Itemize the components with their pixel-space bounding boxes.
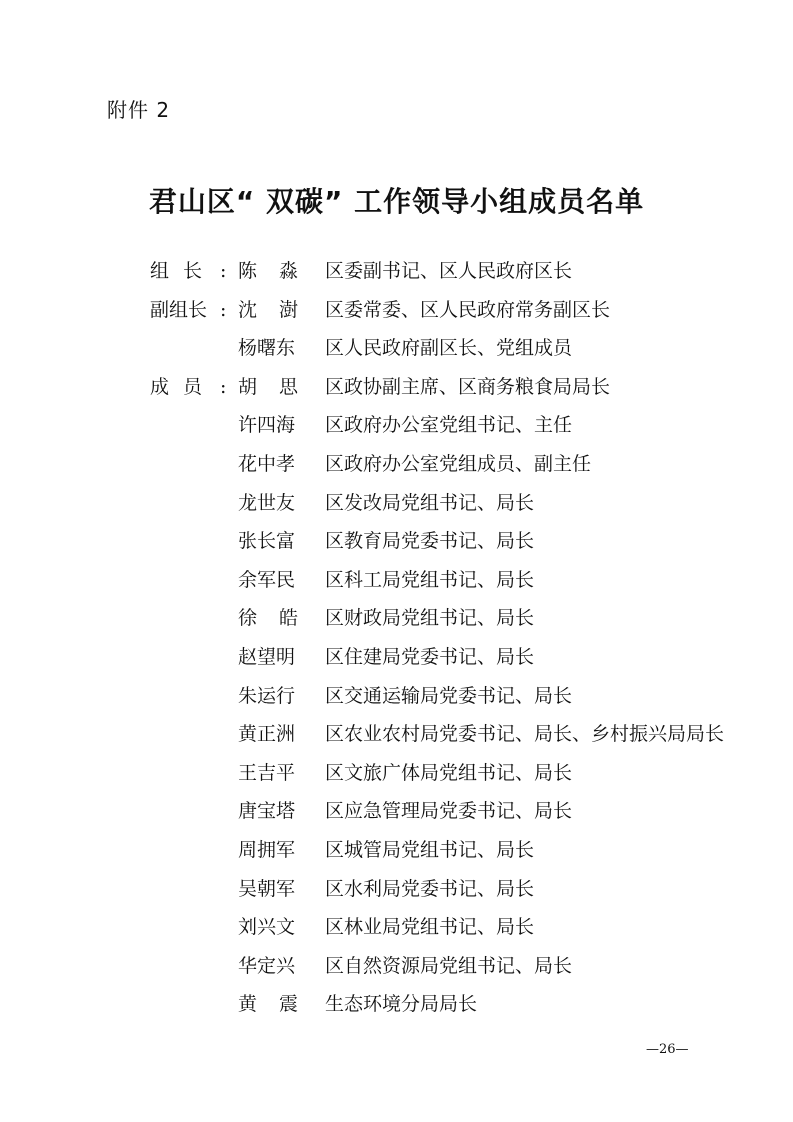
role-colon: : bbox=[220, 260, 227, 282]
member-duty: 生态环境分局局长 bbox=[325, 993, 478, 1016]
member-row bbox=[150, 445, 730, 484]
member-name: 龙世友 bbox=[238, 491, 296, 514]
member-duty: 区发改局党组书记、局长 bbox=[325, 491, 535, 514]
member-name: 赵望明 bbox=[238, 645, 296, 668]
member-row bbox=[150, 484, 730, 523]
member-role: 成 员 bbox=[150, 375, 202, 398]
member-duty: 区住建局党委书记、局长 bbox=[325, 645, 535, 668]
member-row bbox=[150, 715, 730, 754]
member-name: 胡 思 bbox=[238, 375, 298, 398]
member-duty: 区人民政府副区长、党组成员 bbox=[325, 337, 573, 360]
member-row bbox=[150, 252, 730, 291]
member-duty: 区交通运输局党委书记、局长 bbox=[325, 684, 573, 707]
member-name: 花中孝 bbox=[238, 452, 296, 475]
member-row bbox=[150, 754, 730, 793]
member-duty: 区政协副主席、区商务粮食局局长 bbox=[325, 375, 611, 398]
member-role: 组 长 bbox=[150, 260, 202, 282]
member-duty: 区科工局党组书记、局长 bbox=[325, 568, 535, 591]
member-row bbox=[150, 368, 730, 407]
member-name: 刘兴文 bbox=[238, 916, 296, 939]
member-name: 王吉平 bbox=[238, 761, 296, 784]
member-row bbox=[150, 561, 730, 600]
member-row bbox=[150, 792, 730, 831]
member-duty: 区林业局党组书记、局长 bbox=[325, 916, 535, 939]
member-name: 黄正洲 bbox=[238, 723, 296, 746]
member-duty: 区财政局党组书记、局长 bbox=[325, 607, 535, 630]
role-colon: : bbox=[220, 298, 227, 321]
member-duty: 区农业农村局党委书记、局长、乡村振兴局局长 bbox=[325, 723, 725, 746]
member-duty: 区自然资源局党组书记、局长 bbox=[325, 954, 573, 977]
member-name: 华定兴 bbox=[238, 954, 296, 977]
member-row bbox=[150, 677, 730, 716]
member-row bbox=[150, 985, 730, 1024]
member-duty: 区城管局党组书记、局长 bbox=[325, 838, 535, 861]
member-row bbox=[150, 831, 730, 870]
member-row bbox=[150, 599, 730, 638]
member-duty: 区政府办公室党组成员、副主任 bbox=[325, 452, 592, 475]
member-row bbox=[150, 638, 730, 677]
document-title: 君山区“ 双碳” 工作领导小组成员名单 bbox=[148, 185, 645, 218]
member-name: 朱运行 bbox=[238, 684, 296, 707]
member-role: 副组长 bbox=[150, 298, 208, 321]
member-row bbox=[150, 522, 730, 561]
member-row bbox=[150, 947, 730, 986]
member-name: 张长富 bbox=[238, 530, 296, 553]
member-name: 沈 澍 bbox=[238, 298, 298, 321]
member-duty: 区应急管理局党委书记、局长 bbox=[325, 800, 573, 823]
attachment-label: 附件 2 bbox=[107, 98, 171, 122]
member-name: 许四海 bbox=[238, 414, 296, 437]
member-name: 陈 淼 bbox=[238, 260, 298, 282]
member-row bbox=[150, 406, 730, 445]
member-name: 周拥军 bbox=[238, 838, 296, 861]
member-row bbox=[150, 329, 730, 368]
member-row bbox=[150, 291, 730, 330]
member-duty: 区教育局党委书记、局长 bbox=[325, 530, 535, 553]
member-name: 杨曙东 bbox=[238, 337, 296, 360]
member-name: 黄 震 bbox=[238, 993, 298, 1016]
page-number: —26— bbox=[646, 1042, 689, 1057]
member-duty: 区委常委、区人民政府常务副区长 bbox=[325, 298, 611, 321]
member-row bbox=[150, 908, 730, 947]
member-name: 余军民 bbox=[238, 568, 296, 591]
member-duty: 区政府办公室党组书记、主任 bbox=[325, 414, 573, 437]
member-name: 唐宝塔 bbox=[238, 800, 296, 823]
member-duty: 区委副书记、区人民政府区长 bbox=[325, 260, 573, 282]
member-row bbox=[150, 870, 730, 909]
member-duty: 区水利局党委书记、局长 bbox=[325, 877, 535, 900]
role-colon: : bbox=[220, 375, 227, 398]
member-name: 吴朝军 bbox=[238, 877, 296, 900]
member-duty: 区文旅广体局党组书记、局长 bbox=[325, 761, 573, 784]
member-list bbox=[150, 252, 730, 1024]
member-name: 徐 皓 bbox=[238, 607, 298, 630]
